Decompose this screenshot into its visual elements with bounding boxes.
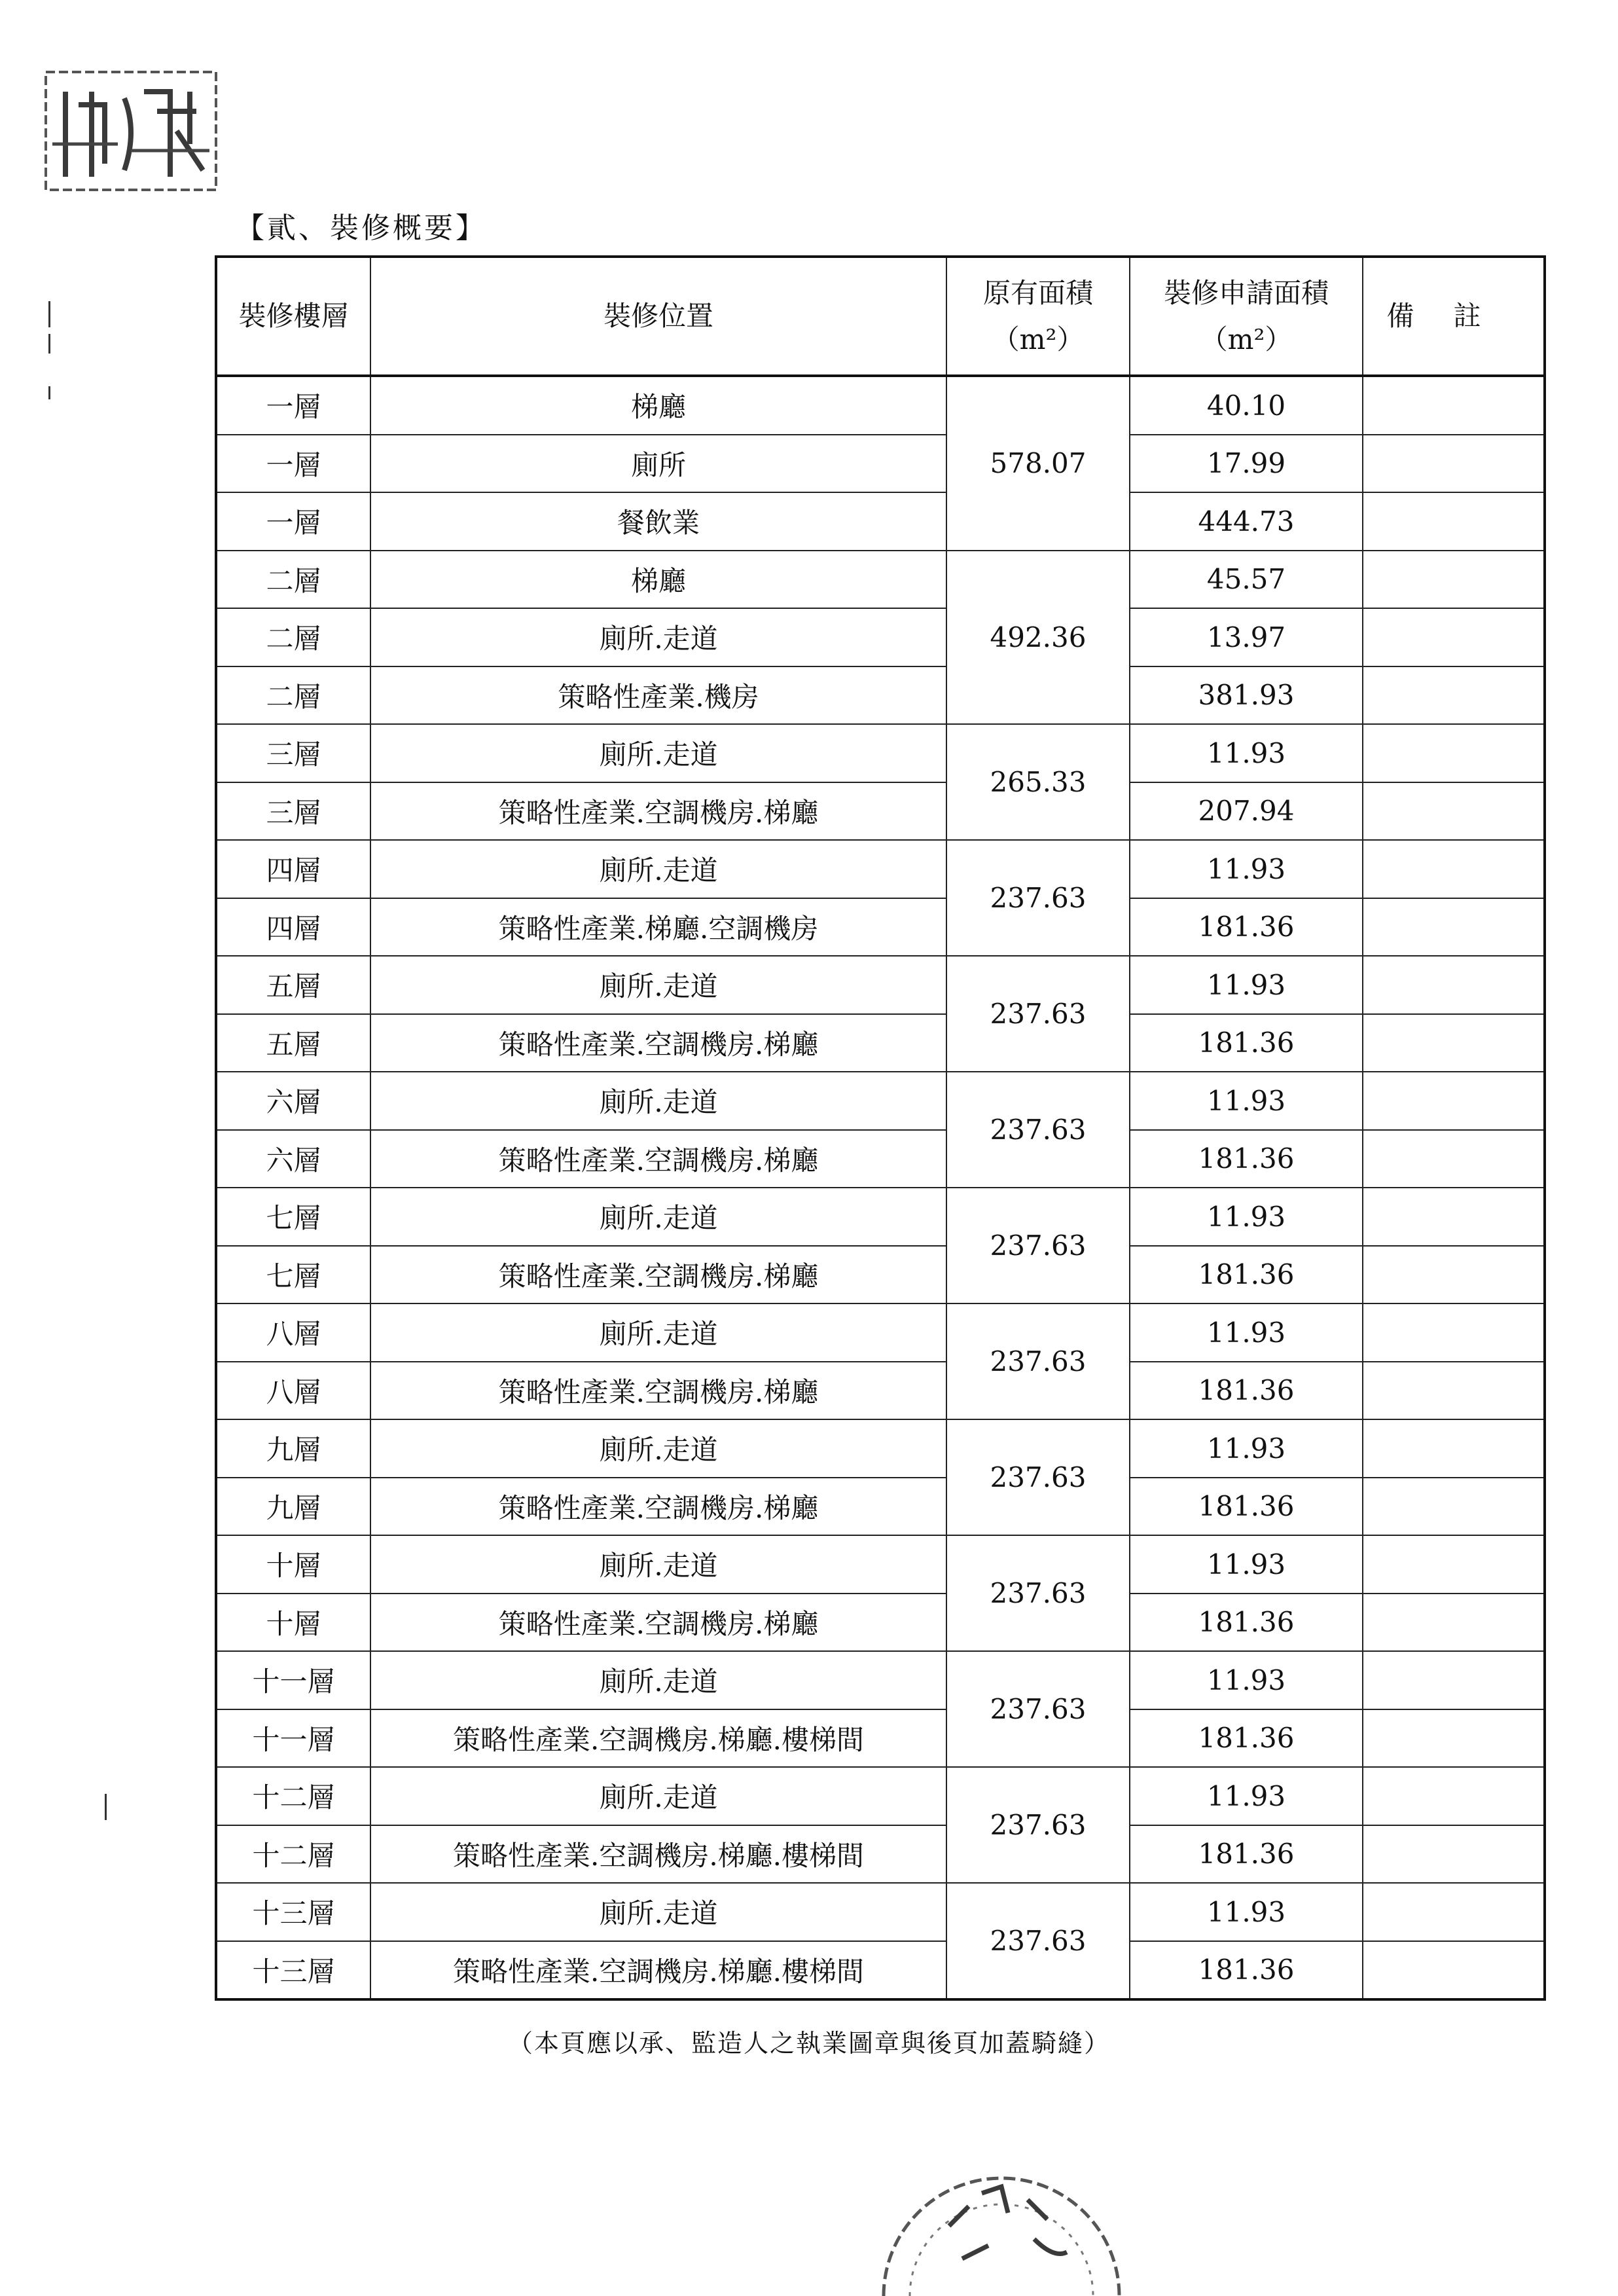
cell-floor: 十二層 <box>216 1825 370 1884</box>
table-row <box>216 1362 1545 1420</box>
header-remarks-label: 備註 <box>1386 300 1520 333</box>
cell-location: 策略性產業.空調機房.梯廳 <box>370 1246 946 1304</box>
cell-floor: 四層 <box>216 840 370 898</box>
cell-original-area: 578.07 <box>946 376 1130 551</box>
cell-location: 廁所.走道 <box>370 1303 946 1362</box>
cell-floor: 一層 <box>216 435 370 493</box>
table-row <box>216 551 1545 609</box>
cell-remarks <box>1363 1419 1545 1478</box>
cell-location: 策略性產業.空調機房.梯廳 <box>370 782 946 841</box>
cell-location: 梯廳 <box>370 376 946 435</box>
cell-floor: 一層 <box>216 492 370 551</box>
cell-remarks <box>1363 1188 1545 1246</box>
table-row <box>216 1478 1545 1536</box>
table-row <box>216 1594 1545 1652</box>
cell-remarks <box>1363 1594 1545 1652</box>
cell-applied-area: 11.93 <box>1130 1651 1363 1709</box>
cell-remarks <box>1363 1303 1545 1362</box>
cell-remarks <box>1363 1362 1545 1420</box>
cell-applied-area: 11.93 <box>1130 1535 1363 1594</box>
cell-remarks <box>1363 840 1545 898</box>
cell-applied-area: 40.10 <box>1130 376 1363 435</box>
header-applied-area-label: 裝修申請面積 <box>1163 276 1329 309</box>
cell-remarks <box>1363 551 1545 609</box>
table-row <box>216 782 1545 841</box>
table-row <box>216 1246 1545 1304</box>
cell-original-area: 237.63 <box>946 1883 1130 1999</box>
cell-applied-area: 11.93 <box>1130 724 1363 782</box>
cell-applied-area: 11.93 <box>1130 1883 1363 1941</box>
header-applied-area-unit: （m²） <box>1200 323 1293 355</box>
cell-floor: 五層 <box>216 956 370 1014</box>
cell-remarks <box>1363 1478 1545 1536</box>
round-seal-stamp-icon <box>871 2062 1132 2296</box>
cell-location: 廁所.走道 <box>370 1651 946 1709</box>
cell-remarks <box>1363 1651 1545 1709</box>
table-row <box>216 1941 1545 2000</box>
cell-location: 策略性產業.空調機房.梯廳.樓梯間 <box>370 1941 946 2000</box>
cell-floor: 十三層 <box>216 1883 370 1941</box>
cell-remarks <box>1363 376 1545 435</box>
cell-applied-area: 11.93 <box>1130 1767 1363 1825</box>
table-row <box>216 1883 1545 1941</box>
section-title: 【貳、裝修概要】 <box>236 211 487 245</box>
cell-floor: 十層 <box>216 1535 370 1594</box>
cell-location: 策略性產業.機房 <box>370 666 946 725</box>
cell-floor: 八層 <box>216 1303 370 1362</box>
table-row <box>216 724 1545 782</box>
margin-mark <box>105 1794 107 1820</box>
cell-location: 廁所.走道 <box>370 1419 946 1478</box>
cell-location: 策略性產業.空調機房.梯廳 <box>370 1014 946 1072</box>
cell-location: 策略性產業.空調機房.梯廳 <box>370 1362 946 1420</box>
cell-remarks <box>1363 1246 1545 1304</box>
cell-location: 廁所.走道 <box>370 1072 946 1130</box>
cell-applied-area: 181.36 <box>1130 898 1363 957</box>
footer-note: （本頁應以承、監造人之執業圖章與後頁加蓋騎縫） <box>507 2029 1110 2058</box>
cell-floor: 二層 <box>216 608 370 666</box>
cell-remarks <box>1363 1709 1545 1768</box>
cell-location: 廁所.走道 <box>370 1767 946 1825</box>
cell-floor: 四層 <box>216 898 370 957</box>
margin-mark <box>48 386 50 399</box>
table-row <box>216 1651 1545 1709</box>
cell-applied-area: 181.36 <box>1130 1362 1363 1420</box>
cell-original-area: 237.63 <box>946 1303 1130 1419</box>
cell-remarks <box>1363 724 1545 782</box>
margin-mark <box>48 334 50 354</box>
table-row <box>216 1130 1545 1188</box>
table-row <box>216 435 1545 493</box>
table-row <box>216 1535 1545 1594</box>
cell-floor: 十三層 <box>216 1941 370 2000</box>
table-row <box>216 1188 1545 1246</box>
cell-remarks <box>1363 1825 1545 1884</box>
cell-location: 梯廳 <box>370 551 946 609</box>
cell-location: 廁所.走道 <box>370 1188 946 1246</box>
cell-location: 廁所.走道 <box>370 840 946 898</box>
cell-floor: 三層 <box>216 724 370 782</box>
cell-applied-area: 17.99 <box>1130 435 1363 493</box>
cell-floor: 八層 <box>216 1362 370 1420</box>
table-body <box>216 376 1545 1999</box>
cell-applied-area: 181.36 <box>1130 1246 1363 1304</box>
table-row <box>216 1014 1545 1072</box>
cell-floor: 十二層 <box>216 1767 370 1825</box>
cell-applied-area: 181.36 <box>1130 1825 1363 1884</box>
cell-floor: 五層 <box>216 1014 370 1072</box>
cell-original-area: 237.63 <box>946 840 1130 956</box>
table-row <box>216 1072 1545 1130</box>
cell-original-area: 237.63 <box>946 1419 1130 1535</box>
cell-applied-area: 11.93 <box>1130 956 1363 1014</box>
header-original-area-label: 原有面積 <box>982 276 1093 309</box>
cell-applied-area: 13.97 <box>1130 608 1363 666</box>
cell-applied-area: 11.93 <box>1130 1303 1363 1362</box>
cell-original-area: 237.63 <box>946 1188 1130 1303</box>
cell-applied-area: 11.93 <box>1130 1072 1363 1130</box>
cell-floor: 一層 <box>216 376 370 435</box>
cell-floor: 三層 <box>216 782 370 841</box>
table-row <box>216 898 1545 957</box>
cell-original-area: 237.63 <box>946 1767 1130 1883</box>
cell-applied-area: 11.93 <box>1130 840 1363 898</box>
seal-stamp-icon <box>39 65 223 196</box>
cell-remarks <box>1363 1072 1545 1130</box>
header-floor: 裝修樓層 <box>216 257 370 376</box>
cell-floor: 九層 <box>216 1478 370 1536</box>
cell-floor: 七層 <box>216 1188 370 1246</box>
table-row <box>216 840 1545 898</box>
cell-applied-area: 381.93 <box>1130 666 1363 725</box>
header-applied-area <box>1130 257 1363 376</box>
cell-applied-area: 45.57 <box>1130 551 1363 609</box>
cell-remarks <box>1363 1941 1545 2000</box>
cell-applied-area: 207.94 <box>1130 782 1363 841</box>
table-row <box>216 666 1545 725</box>
cell-floor: 六層 <box>216 1072 370 1130</box>
cell-remarks <box>1363 608 1545 666</box>
cell-floor: 十一層 <box>216 1651 370 1709</box>
header-remarks <box>1363 257 1545 376</box>
cell-original-area: 265.33 <box>946 724 1130 840</box>
cell-location: 廁所 <box>370 435 946 493</box>
cell-original-area: 237.63 <box>946 1535 1130 1651</box>
cell-location: 策略性產業.空調機房.梯廳 <box>370 1130 946 1188</box>
cell-location: 餐飲業 <box>370 492 946 551</box>
cell-original-area: 492.36 <box>946 551 1130 725</box>
cell-location: 策略性產業.梯廳.空調機房 <box>370 898 946 957</box>
cell-applied-area: 11.93 <box>1130 1188 1363 1246</box>
cell-floor: 十層 <box>216 1594 370 1652</box>
renovation-summary-table <box>215 255 1546 2001</box>
table-row <box>216 1767 1545 1825</box>
cell-applied-area: 11.93 <box>1130 1419 1363 1478</box>
cell-remarks <box>1363 1535 1545 1594</box>
table-row <box>216 1419 1545 1478</box>
table-row <box>216 1709 1545 1768</box>
cell-location: 策略性產業.空調機房.梯廳.樓梯間 <box>370 1825 946 1884</box>
cell-location: 策略性產業.空調機房.梯廳.樓梯間 <box>370 1709 946 1768</box>
cell-location: 廁所.走道 <box>370 1535 946 1594</box>
table-row <box>216 1825 1545 1884</box>
cell-remarks <box>1363 1883 1545 1941</box>
cell-applied-area: 181.36 <box>1130 1130 1363 1188</box>
cell-floor: 二層 <box>216 551 370 609</box>
cell-floor: 十一層 <box>216 1709 370 1768</box>
table-row <box>216 492 1545 551</box>
cell-remarks <box>1363 492 1545 551</box>
header-original-area-unit: （m²） <box>992 323 1085 355</box>
cell-applied-area: 181.36 <box>1130 1014 1363 1072</box>
cell-remarks <box>1363 435 1545 493</box>
cell-applied-area: 181.36 <box>1130 1478 1363 1536</box>
cell-remarks <box>1363 956 1545 1014</box>
header-location: 裝修位置 <box>370 257 946 376</box>
cell-remarks <box>1363 666 1545 725</box>
cell-location: 廁所.走道 <box>370 1883 946 1941</box>
cell-applied-area: 444.73 <box>1130 492 1363 551</box>
cell-applied-area: 181.36 <box>1130 1941 1363 2000</box>
cell-floor: 二層 <box>216 666 370 725</box>
cell-location: 策略性產業.空調機房.梯廳 <box>370 1594 946 1652</box>
cell-location: 策略性產業.空調機房.梯廳 <box>370 1478 946 1536</box>
cell-location: 廁所.走道 <box>370 608 946 666</box>
cell-floor: 七層 <box>216 1246 370 1304</box>
cell-original-area: 237.63 <box>946 1651 1130 1767</box>
cell-remarks <box>1363 898 1545 957</box>
cell-remarks <box>1363 1130 1545 1188</box>
cell-floor: 六層 <box>216 1130 370 1188</box>
cell-location: 廁所.走道 <box>370 956 946 1014</box>
table-header-row <box>216 257 1545 376</box>
table-row <box>216 608 1545 666</box>
cell-location: 廁所.走道 <box>370 724 946 782</box>
table-row <box>216 1303 1545 1362</box>
cell-applied-area: 181.36 <box>1130 1594 1363 1652</box>
cell-remarks <box>1363 1767 1545 1825</box>
cell-original-area: 237.63 <box>946 956 1130 1072</box>
cell-original-area: 237.63 <box>946 1072 1130 1188</box>
cell-remarks <box>1363 1014 1545 1072</box>
header-original-area <box>946 257 1130 376</box>
cell-floor: 九層 <box>216 1419 370 1478</box>
cell-applied-area: 181.36 <box>1130 1709 1363 1768</box>
cell-remarks <box>1363 782 1545 841</box>
margin-mark <box>48 301 50 327</box>
table-row <box>216 376 1545 435</box>
table-row <box>216 956 1545 1014</box>
